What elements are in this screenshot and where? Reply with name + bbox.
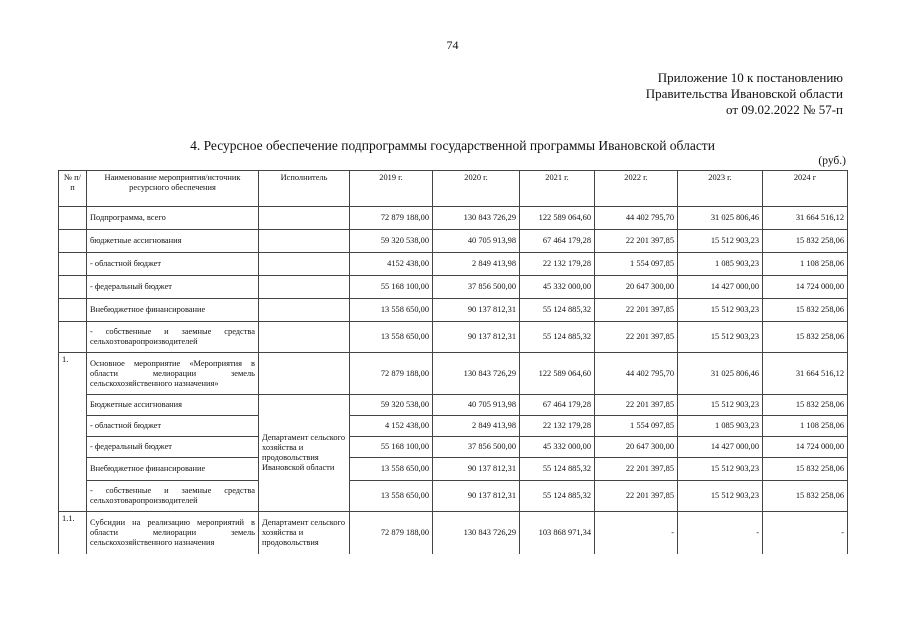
value-2023: 15 512 903,23 [678, 230, 763, 253]
value-2023: 31 025 806,46 [678, 353, 763, 395]
value-2022: 22 201 397,85 [595, 230, 678, 253]
row-name: Основное мероприятие «Мероприятия в области мелиорации земель сельскохозяйственного назначения» [87, 353, 259, 395]
value-2019: 13 558 650,00 [350, 299, 433, 322]
row-num [59, 299, 87, 322]
row-executor: Департамент сельского хозяйства и продовольствия Ивановской области [259, 395, 350, 512]
table-row [59, 207, 848, 230]
value-2023: 15 512 903,23 [678, 395, 763, 416]
value-2023: - [678, 512, 763, 554]
table-row [59, 353, 848, 395]
table-row [59, 299, 848, 322]
value-2023: 15 512 903,23 [678, 481, 763, 512]
value-2020: 130 843 726,29 [433, 207, 520, 230]
header-2020: 2020 г. [433, 171, 520, 207]
value-2019: 72 879 188,00 [350, 207, 433, 230]
page-number: 74 [446, 38, 459, 52]
header-2019: 2019 г. [350, 171, 433, 207]
value-2019: 72 879 188,00 [350, 512, 433, 554]
row-name: бюджетные ассигнования [87, 230, 259, 253]
value-2019: 4 152 438,00 [350, 416, 433, 437]
value-2020: 90 137 812,31 [433, 481, 520, 512]
value-2019: 55 168 100,00 [350, 276, 433, 299]
value-2021: 22 132 179,28 [520, 253, 595, 276]
value-2024: 15 832 258,06 [763, 481, 848, 512]
value-2024: 15 832 258,06 [763, 395, 848, 416]
value-2021: 22 132 179,28 [520, 416, 595, 437]
value-2022: 44 402 795,70 [595, 207, 678, 230]
value-2024: 1 108 258,06 [763, 253, 848, 276]
value-2022: 22 201 397,85 [595, 299, 678, 322]
table-row [59, 276, 848, 299]
table-row [59, 458, 848, 481]
value-2021: 45 332 000,00 [520, 276, 595, 299]
value-2019: 59 320 538,00 [350, 230, 433, 253]
value-2023: 15 512 903,23 [678, 322, 763, 353]
value-2020: 40 705 913,98 [433, 230, 520, 253]
row-executor: Департамент сельского хозяйства и продовольствия [259, 512, 350, 554]
table-row [59, 416, 848, 437]
header-row [59, 171, 848, 207]
table-row [59, 395, 848, 416]
row-num [59, 230, 87, 253]
table-row [59, 437, 848, 458]
value-2024: 1 108 258,06 [763, 416, 848, 437]
appendix-line-1: Приложение 10 к постановлению [657, 70, 843, 85]
row-name: Внебюджетное финансирование [87, 458, 259, 481]
appendix-line-2: Правительства Ивановской области [645, 86, 843, 101]
value-2023: 1 085 903,23 [678, 253, 763, 276]
value-2021: 67 464 179,28 [520, 395, 595, 416]
value-2021: 45 332 000,00 [520, 437, 595, 458]
table-row [59, 512, 848, 554]
value-2023: 14 427 000,00 [678, 437, 763, 458]
value-2024: 14 724 000,00 [763, 437, 848, 458]
value-2024: 15 832 258,06 [763, 299, 848, 322]
row-executor [259, 353, 350, 395]
value-2023: 15 512 903,23 [678, 458, 763, 481]
value-2021: 122 589 064,60 [520, 353, 595, 395]
value-2023: 1 085 903,23 [678, 416, 763, 437]
section-title: 4. Ресурсное обеспечение подпрограммы государственной программы Ивановской области [190, 138, 715, 153]
value-2020: 90 137 812,31 [433, 458, 520, 481]
value-2024: 14 724 000,00 [763, 276, 848, 299]
value-2021: 55 124 885,32 [520, 458, 595, 481]
value-2020: 90 137 812,31 [433, 299, 520, 322]
value-2019: 13 558 650,00 [350, 481, 433, 512]
row-executor [259, 230, 350, 253]
value-2019: 4152 438,00 [350, 253, 433, 276]
value-2023: 31 025 806,46 [678, 207, 763, 230]
appendix-line-3: от 09.02.2022 № 57-п [726, 102, 843, 117]
value-2021: 55 124 885,32 [520, 299, 595, 322]
row-name: Подпрограмма, всего [87, 207, 259, 230]
value-2021: 103 868 971,34 [520, 512, 595, 554]
value-2022: 1 554 097,85 [595, 416, 678, 437]
appendix-note [646, 70, 843, 118]
value-2020: 37 856 500,00 [433, 437, 520, 458]
value-2024: 31 664 516,12 [763, 353, 848, 395]
value-2024: - [763, 512, 848, 554]
value-2019: 59 320 538,00 [350, 395, 433, 416]
value-2021: 122 589 064,60 [520, 207, 595, 230]
value-2019: 13 558 650,00 [350, 322, 433, 353]
table-row [59, 230, 848, 253]
value-2019: 13 558 650,00 [350, 458, 433, 481]
row-name: - областной бюджет [87, 416, 259, 437]
value-2024: 31 664 516,12 [763, 207, 848, 230]
row-name: - собственные и заемные средства сельхозтоваропроизводителей [87, 481, 259, 512]
header-name: Наименование мероприятия/источник ресурсного обеспечения [87, 171, 259, 207]
value-2023: 15 512 903,23 [678, 299, 763, 322]
currency-unit: (руб.) [818, 155, 846, 167]
value-2022: 22 201 397,85 [595, 458, 678, 481]
value-2021: 55 124 885,32 [520, 481, 595, 512]
value-2020: 40 705 913,98 [433, 395, 520, 416]
resource-table [58, 170, 848, 554]
value-2020: 130 843 726,29 [433, 512, 520, 554]
value-2020: 130 843 726,29 [433, 353, 520, 395]
row-name: Бюджетные ассигнования [87, 395, 259, 416]
value-2022: 20 647 300,00 [595, 276, 678, 299]
row-name: - федеральный бюджет [87, 276, 259, 299]
value-2019: 72 879 188,00 [350, 353, 433, 395]
value-2020: 2 849 413,98 [433, 253, 520, 276]
header-executor: Исполнитель [259, 171, 350, 207]
row-num: 1. [59, 353, 87, 512]
row-executor [259, 276, 350, 299]
row-name: - собственные и заемные средства сельхозтоваропроизводителей [87, 322, 259, 353]
header-2024: 2024 г [763, 171, 848, 207]
table-row [59, 253, 848, 276]
value-2023: 14 427 000,00 [678, 276, 763, 299]
value-2022: 22 201 397,85 [595, 481, 678, 512]
value-2022: 22 201 397,85 [595, 322, 678, 353]
row-executor [259, 207, 350, 230]
value-2021: 55 124 885,32 [520, 322, 595, 353]
value-2022: 22 201 397,85 [595, 395, 678, 416]
row-num [59, 276, 87, 299]
row-name: Внебюджетное финансирование [87, 299, 259, 322]
value-2022: 20 647 300,00 [595, 437, 678, 458]
row-num [59, 207, 87, 230]
row-name: Субсидии на реализацию мероприятий в области мелиорации земель сельскохозяйственного назначения [87, 512, 259, 554]
row-executor [259, 253, 350, 276]
header-2021: 2021 г. [520, 171, 595, 207]
row-executor [259, 299, 350, 322]
row-executor [259, 322, 350, 353]
value-2020: 37 856 500,00 [433, 276, 520, 299]
value-2024: 15 832 258,06 [763, 458, 848, 481]
header-2022: 2022 г. [595, 171, 678, 207]
value-2022: 1 554 097,85 [595, 253, 678, 276]
row-num: 1.1. [59, 512, 87, 554]
table-row [59, 481, 848, 512]
table-row [59, 322, 848, 353]
row-name: - федеральный бюджет [87, 437, 259, 458]
header-num: № п/п [59, 171, 87, 207]
value-2022: 44 402 795,70 [595, 353, 678, 395]
value-2021: 67 464 179,28 [520, 230, 595, 253]
row-num [59, 253, 87, 276]
value-2019: 55 168 100,00 [350, 437, 433, 458]
value-2024: 15 832 258,06 [763, 322, 848, 353]
value-2020: 2 849 413,98 [433, 416, 520, 437]
row-name: - областной бюджет [87, 253, 259, 276]
value-2024: 15 832 258,06 [763, 230, 848, 253]
row-num [59, 322, 87, 353]
header-2023: 2023 г. [678, 171, 763, 207]
value-2022: - [595, 512, 678, 554]
value-2020: 90 137 812,31 [433, 322, 520, 353]
